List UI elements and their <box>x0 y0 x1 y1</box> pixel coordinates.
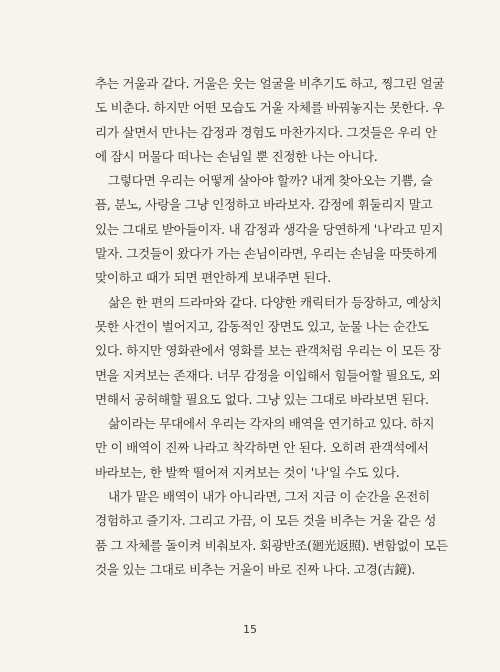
text-line: 에 잠시 머물다 떠나는 손님일 뿐 진정한 나는 아니다. <box>95 148 378 164</box>
paragraph <box>95 72 445 169</box>
text-line: 면해서 공허해할 필요도 없다. 그냥 있는 그대로 바라보면 된다. <box>95 391 429 407</box>
text-line: 그렇다면 우리는 어떻게 살아야 할까? 내게 찾아오는 기쁨, 슬 <box>108 173 433 189</box>
text-line: 삶은 한 편의 드라마와 같다. 다양한 캐릭터가 등장하고, 예상치 <box>108 294 442 310</box>
text-line: 추는 거울과 같다. 거울은 웃는 얼굴을 비추기도 하고, 찡그린 얼굴 <box>95 76 445 91</box>
text-line: 리가 살면서 만나는 감정과 경험도 마찬가지다. 그것들은 우리 안 <box>95 124 437 140</box>
text-line: 만 이 배역이 진짜 나라고 착각하면 안 된다. 오히려 관객석에서 <box>95 440 429 456</box>
text-line: 삶이라는 무대에서 우리는 각자의 배역을 연기하고 있다. 하지 <box>108 416 435 432</box>
paragraph <box>95 169 444 290</box>
text-line: 것을 있는 그대로 비추는 거울이 바로 진짜 나다. 고경(古鏡). <box>95 561 416 577</box>
text-line: 있는 그대로 받아들이자. 내 감정과 생각을 당연하게 '나'라고 믿지 <box>95 221 444 237</box>
text-line: 바라보는, 한 발짝 떨어져 지켜보는 것이 '나'일 수도 있다. <box>95 464 400 480</box>
text-line: 면을 지켜보는 존재다. 너무 감정을 이입해서 힘들어할 필요도, 외 <box>95 367 441 383</box>
page-number: 15 <box>243 623 257 636</box>
text-line: 있다. 하지만 영화관에서 영화를 보는 관객처럼 우리는 이 모든 장 <box>95 343 441 359</box>
text-line: 말자. 그것들이 왔다가 가는 손님이라면, 우리는 손님을 따뜻하게 <box>95 246 437 262</box>
text-line: 경험하고 즐기자. 그리고 가끔, 이 모든 것을 비추는 거울 같은 성 <box>95 513 437 529</box>
text-line: 픔, 분노, 사랑을 그냥 인정하고 바라보자. 감정에 휘둘리지 말고 <box>95 197 433 213</box>
paragraph <box>95 485 448 582</box>
paragraph <box>95 291 442 412</box>
text-line: 맞이하고 때가 되면 편안하게 보내주면 된다. <box>95 270 331 286</box>
body-text <box>95 72 448 582</box>
text-line: 내가 맡은 배역이 내가 아니라면, 그저 지금 이 순간을 온전히 <box>108 489 430 505</box>
text-line: 도 비춘다. 하지만 어떤 모습도 거울 자체를 바꿔놓지는 못한다. 우 <box>95 100 445 116</box>
paragraph <box>95 412 435 485</box>
text-line: 못한 사건이 벌어지고, 감동적인 장면도 있고, 눈물 나는 순간도 <box>95 318 429 334</box>
text-line: 품 그 자체를 돌이켜 비춰보자. 회광반조(廻光返照). 변함없이 모든 <box>95 537 448 553</box>
